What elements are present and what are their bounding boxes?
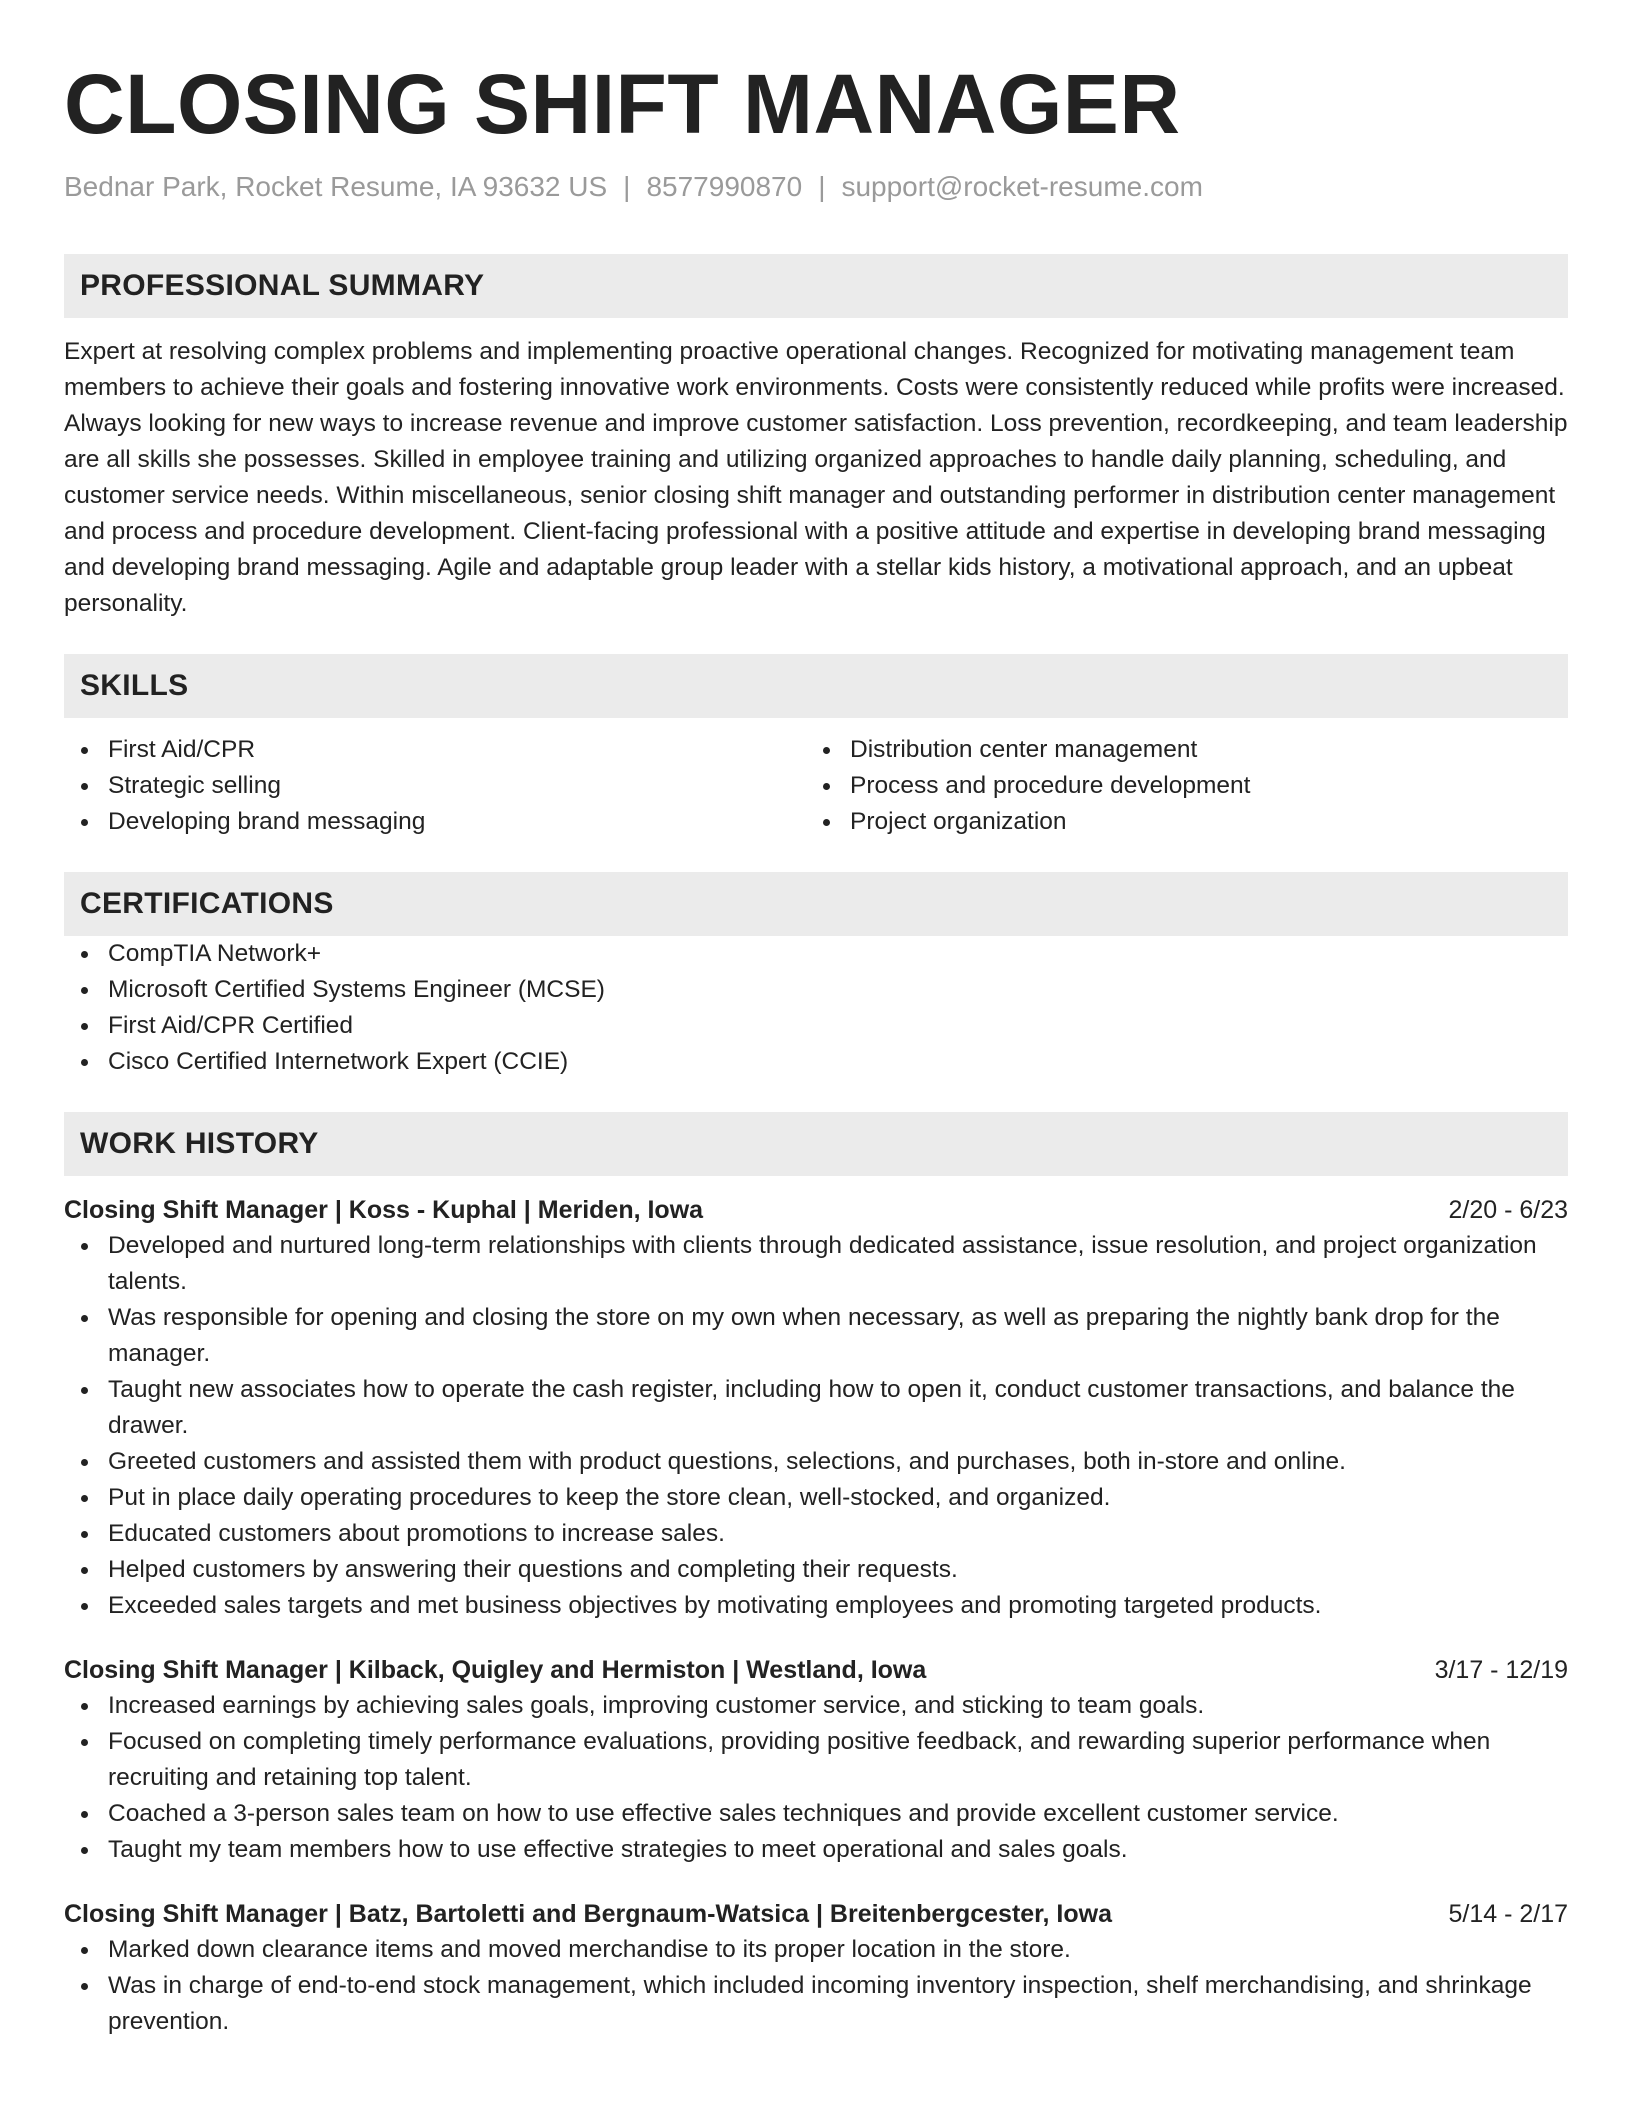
contact-email: support@rocket-resume.com: [841, 171, 1203, 202]
job-dates: 5/14 - 2/17: [1448, 1900, 1568, 1928]
job-bullet: Focused on completing timely performance evaluations, providing positive feedback, and rewarding superior performance when recruiting and retaining top talent.: [64, 1724, 1568, 1796]
job-bullet: Increased earnings by achieving sales goals, improving customer service, and sticking to team goals.: [64, 1688, 1568, 1724]
section-heading-certifications: CERTIFICATIONS: [64, 872, 1568, 936]
job-bullets: [64, 1932, 1568, 2040]
skill-item: First Aid/CPR: [64, 732, 806, 768]
job-bullets: [64, 1228, 1568, 1624]
job-bullet: Taught my team members how to use effective strategies to meet operational and sales goals.: [64, 1832, 1568, 1868]
job-entry: [64, 1192, 1568, 1624]
job-bullet: Greeted customers and assisted them with product questions, selections, and purchases, both in-store and online.: [64, 1444, 1568, 1480]
contact-line: [64, 170, 1568, 204]
job-entry: [64, 1652, 1568, 1868]
skills-column-right: [806, 732, 1548, 840]
contact-address: Bednar Park, Rocket Resume, IA 93632 US: [64, 171, 608, 202]
job-bullet: Educated customers about promotions to increase sales.: [64, 1516, 1568, 1552]
certification-item: Cisco Certified Internetwork Expert (CCIE): [64, 1044, 1568, 1080]
certifications-list: [64, 936, 1568, 1080]
job-bullet: Coached a 3-person sales team on how to use effective sales techniques and provide excellent customer service.: [64, 1796, 1568, 1832]
job-dates: 2/20 - 6/23: [1448, 1196, 1568, 1224]
contact-separator: |: [818, 171, 826, 202]
job-bullet: Helped customers by answering their questions and completing their requests.: [64, 1552, 1568, 1588]
contact-phone: 8577990870: [646, 171, 803, 202]
contact-separator: |: [623, 171, 631, 202]
section-heading-summary: PROFESSIONAL SUMMARY: [64, 254, 1568, 318]
skill-item: Project organization: [806, 804, 1548, 840]
job-header: [64, 1652, 1568, 1688]
job-bullet: Developed and nurtured long-term relationships with clients through dedicated assistance, issue resolution, and project organization talents.: [64, 1228, 1568, 1300]
skills-column-left: [64, 732, 806, 840]
certification-item: CompTIA Network+: [64, 936, 1568, 972]
skills-grid: [64, 732, 1568, 840]
skill-item: Developing brand messaging: [64, 804, 806, 840]
section-heading-work-history: WORK HISTORY: [64, 1112, 1568, 1176]
certification-item: Microsoft Certified Systems Engineer (MCSE): [64, 972, 1568, 1008]
job-bullet: Was in charge of end-to-end stock management, which included incoming inventory inspection, shelf merchandising, and shrinkage prevention.: [64, 1968, 1568, 2040]
job-bullet: Taught new associates how to operate the cash register, including how to open it, conduct customer transactions, and balance the drawer.: [64, 1372, 1568, 1444]
summary-text: Expert at resolving complex problems and implementing proactive operational changes. Recognized for motivating management team members to achieve their goals and fostering innovative work environments. Costs were consistently reduced while profits were increased. Always looking for new ways to increase revenue and improve customer satisfaction. Loss prevention, recordkeeping, and team leadership are all skills she possesses. Skilled in employee training and utilizing organized approaches to handle daily planning, scheduling, and customer service needs. Within miscellaneous, senior closing shift manager and outstanding performer in distribution center management and process and procedure development. Client-facing professional with a positive attitude and expertise in developing brand messaging and developing brand messaging. Agile and adaptable group leader with a stellar kids history, a motivational approach, and an upbeat personality.: [64, 338, 1568, 617]
job-title: Closing Shift Manager | Koss - Kuphal | Meriden, Iowa: [64, 1196, 704, 1224]
job-title: Closing Shift Manager | Batz, Bartoletti and Bergnaum-Watsica | Breitenbergcester, Iowa: [64, 1900, 1112, 1928]
skill-item: Strategic selling: [64, 768, 806, 804]
job-bullets: [64, 1688, 1568, 1868]
job-dates: 3/17 - 12/19: [1434, 1656, 1568, 1684]
skill-item: Distribution center management: [806, 732, 1548, 768]
job-bullet: Marked down clearance items and moved merchandise to its proper location in the store.: [64, 1932, 1568, 1968]
job-header: [64, 1192, 1568, 1228]
job-header: [64, 1896, 1568, 1932]
certification-item: First Aid/CPR Certified: [64, 1008, 1568, 1044]
section-heading-skills: SKILLS: [64, 654, 1568, 718]
job-bullet: Exceeded sales targets and met business objectives by motivating employees and promoting targeted products.: [64, 1588, 1568, 1624]
skill-item: Process and procedure development: [806, 768, 1548, 804]
job-title: Closing Shift Manager | Kilback, Quigley and Hermiston | Westland, Iowa: [64, 1656, 927, 1684]
job-entry: [64, 1896, 1568, 2040]
resume-name: CLOSING SHIFT MANAGER: [64, 57, 1181, 151]
job-bullet: Put in place daily operating procedures to keep the store clean, well-stocked, and organized.: [64, 1480, 1568, 1516]
job-bullet: Was responsible for opening and closing the store on my own when necessary, as well as preparing the nightly bank drop for the manager.: [64, 1300, 1568, 1372]
